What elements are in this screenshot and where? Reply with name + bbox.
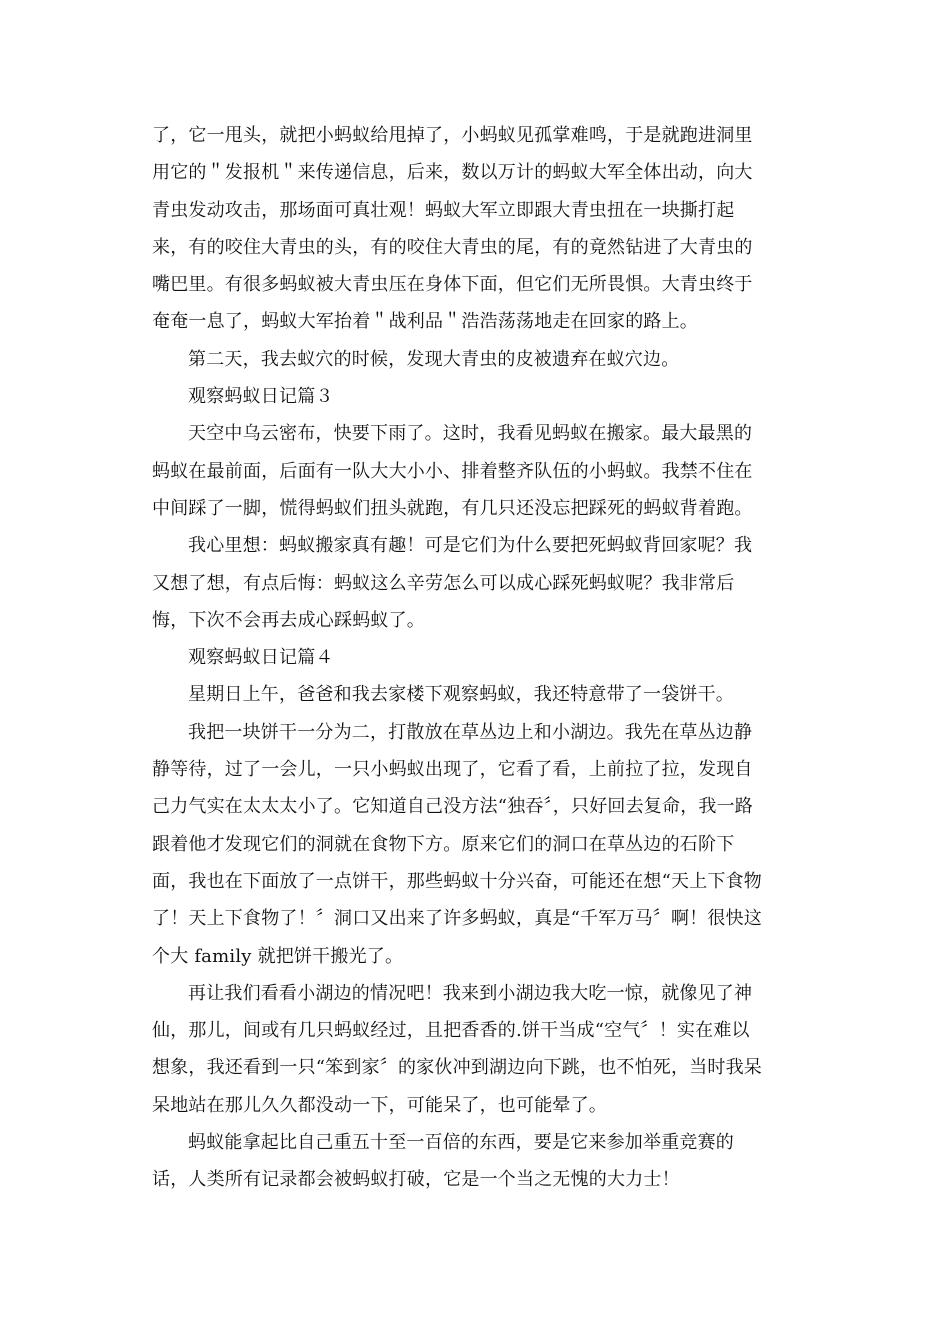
document-body — [152, 117, 798, 1199]
text-line: 观察蚂蚁日记篇４ — [188, 647, 334, 669]
text-line: 又想了想，有点后悔：蚂蚁这么辛劳怎么可以成心踩死蚂蚁呢？我非常后 — [152, 572, 735, 594]
text-line: 静等待，过了一会儿，一只小蚂蚁出现了，它看了看，上前拉了拉，发现自 — [152, 759, 753, 781]
text-line: 跟着他才发现它们的洞就在食物下方。原来它们的洞口在草丛边的石阶下 — [152, 833, 735, 855]
text-line: 个大 family 就把饼干搬光了。 — [152, 945, 404, 967]
text-line: 己力气实在太太太小了。它知道自己没方法“独吞〞，只好回去复命，我一路 — [152, 796, 753, 818]
text-line: 来，有的咬住大青虫的头，有的咬住大青虫的尾，有的竟然钻进了大青虫的 — [152, 236, 753, 258]
text-line: 嘴巴里。有很多蚂蚁被大青虫压在身体下面，但它们无所畏惧。大青虫终于 — [152, 274, 753, 296]
text-line: 我把一块饼干一分为二，打散放在草丛边上和小湖边。我先在草丛边静 — [188, 721, 753, 743]
text-line: 第二天，我去蚁穴的时候，发现大青虫的皮被遗弃在蚁穴边。 — [188, 348, 680, 370]
text-line: 蚂蚁能拿起比自己重五十至一百倍的东西，要是它来参加举重竞赛的 — [188, 1132, 734, 1154]
text-line: 我心里想：蚂蚁搬家真有趣！可是它们为什么要把死蚂蚁背回家呢？我 — [188, 535, 753, 557]
text-line: 悔，下次不会再去成心踩蚂蚁了。 — [152, 609, 425, 631]
text-line: 呆地站在那儿久久都没动一下，可能呆了，也可能晕了。 — [152, 1094, 607, 1116]
text-line: 天空中乌云密布，快要下雨了。这时，我看见蚂蚁在搬家。最大最黑的 — [188, 423, 753, 445]
text-line: 中间踩了一脚，慌得蚂蚁们扭头就跑，有几只还没忘把踩死的蚂蚁背着跑。 — [152, 497, 753, 519]
text-line: 了，它一甩头，就把小蚂蚁给甩掉了，小蚂蚁见孤掌难鸣，于是就跑进洞里 — [152, 125, 753, 146]
text-line: 仙，那儿，间或有几只蚂蚁经过，且把香香的.饼干当成“空气〞！实在难以 — [152, 1020, 750, 1042]
text-line: 观察蚂蚁日记篇３ — [188, 386, 334, 408]
text-line: 想象，我还看到一只“笨到家〞的家伙冲到湖边向下跳，也不怕死，当时我呆 — [152, 1057, 762, 1079]
text-line: 青虫发动攻击，那场面可真壮观！蚂蚁大军立即跟大青虫扭在一块撕打起 — [152, 199, 735, 221]
text-line: 面，我也在下面放了一点饼干，那些蚂蚁十分兴奋，可能还在想“天上下食物 — [152, 870, 762, 892]
text-line: 话，人类所有记录都会被蚂蚁打破，它是一个当之无愧的大力士！ — [152, 1169, 680, 1191]
text-line: 星期日上午，爸爸和我去家楼下观察蚂蚁，我还特意带了一袋饼干。 — [188, 684, 734, 706]
text-line: 奄奄一息了，蚂蚁大军抬着＂战利品＂浩浩荡荡地走在回家的路上。 — [152, 311, 698, 333]
text-line: 用它的＂发报机＂来传递信息，后来，数以万计的蚂蚁大军全体出动，向大 — [152, 162, 753, 184]
text-line: 蚂蚁在最前面，后面有一队大大小小、排着整齐队伍的小蚂蚁。我禁不住在 — [152, 460, 753, 482]
text-line: 了！天上下食物了！〞洞口又出来了许多蚂蚁，真是“千军万马〞啊！很快这 — [152, 908, 762, 930]
text-line: 再让我们看看小湖边的情况吧！我来到小湖边我大吃一惊，就像见了神 — [188, 982, 753, 1004]
